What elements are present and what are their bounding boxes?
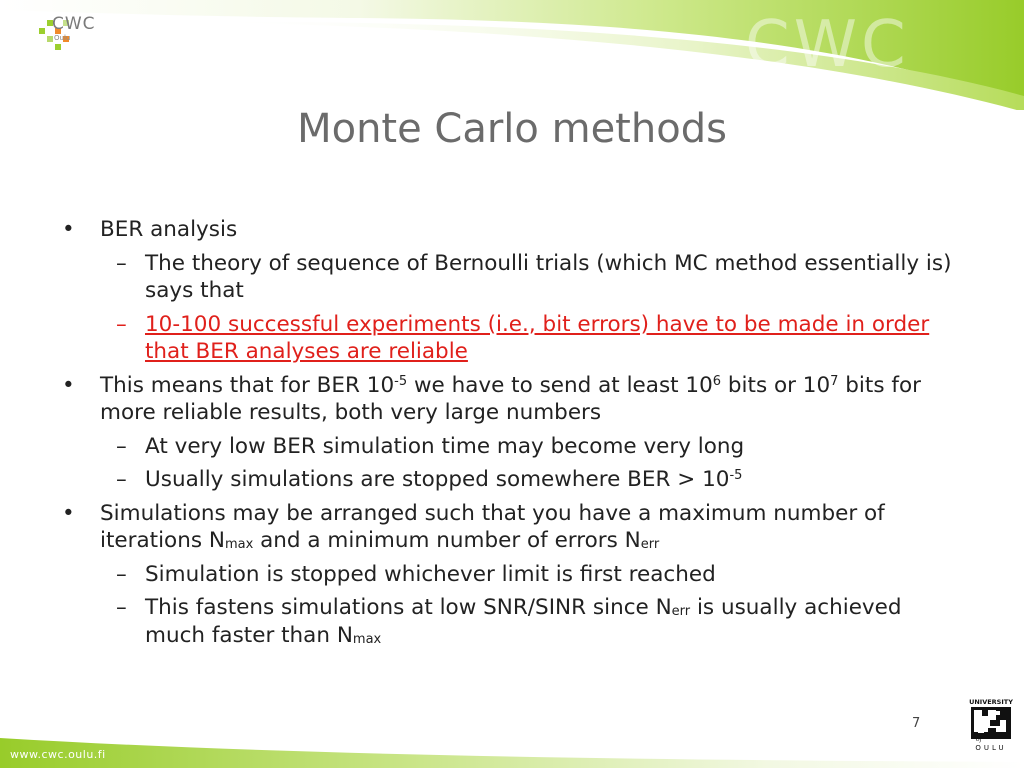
sub-bullet-item bbox=[62, 250, 962, 305]
dash-icon: – bbox=[116, 561, 127, 587]
bullet-text: BER analysis bbox=[100, 217, 238, 242]
sub-bullet-item bbox=[62, 433, 962, 461]
footer-swoosh bbox=[0, 738, 1024, 768]
bullet-text bbox=[100, 373, 921, 426]
bullet-text bbox=[100, 501, 885, 554]
sub-bullet-item bbox=[62, 561, 962, 589]
svg-text:OULU: OULU bbox=[975, 744, 1007, 752]
sub-bullet-text: The theory of sequence of Bernoulli trials (which MC method essentially is) says that bbox=[145, 250, 952, 303]
text-run: and a minimum number of errors N bbox=[253, 528, 641, 553]
text-run: bits for more reliable results, both very large numbers bbox=[100, 372, 921, 425]
university-of-oulu-logo-icon bbox=[968, 697, 1014, 753]
slide-title: Monte Carlo methods bbox=[297, 106, 727, 152]
logo-text: CWC bbox=[52, 14, 96, 34]
sub-bullet-text bbox=[145, 467, 742, 492]
slide-content bbox=[62, 210, 962, 649]
bullet-dot-icon: • bbox=[62, 372, 75, 398]
subscript: err bbox=[671, 604, 691, 619]
highlighted-link-text[interactable]: 10-100 successful experiments (i.e., bit errors) have to be made in order that BER analyses are reliable bbox=[145, 311, 930, 364]
sub-bullet-text: Simulation is stopped whichever limit is first reached bbox=[145, 561, 716, 587]
subscript: max bbox=[224, 537, 254, 552]
dash-icon: – bbox=[116, 250, 127, 276]
text-run: bits or 10 bbox=[721, 372, 831, 398]
sub-bullet-item bbox=[62, 594, 962, 649]
text-run: Simulations may be arranged such that you have a maximum number of iterations N bbox=[100, 500, 885, 553]
svg-text:of: of bbox=[976, 736, 982, 743]
dash-icon: – bbox=[116, 595, 127, 620]
page-number: 7 bbox=[912, 716, 921, 731]
bullet-dot-icon: • bbox=[62, 500, 75, 526]
superscript: 7 bbox=[830, 373, 839, 389]
dash-icon: – bbox=[116, 433, 127, 459]
footer-url[interactable]: www.cwc.oulu.fi bbox=[10, 748, 106, 761]
sub-bullet-text: At very low BER simulation time may become very long bbox=[145, 433, 745, 459]
sub-bullet-item-highlight bbox=[62, 311, 962, 366]
logo-subtext: Oulu bbox=[54, 34, 71, 42]
text-run: This fastens simulations at low SNR/SINR since N bbox=[145, 595, 672, 620]
bullet-item bbox=[62, 216, 962, 244]
text-run: Usually simulations are stopped somewhere BER > 10 bbox=[145, 467, 730, 492]
bullet-item bbox=[62, 500, 962, 555]
sub-bullet-item bbox=[62, 466, 962, 494]
subscript: err bbox=[640, 537, 660, 552]
text-run: is usually achieved much faster than N bbox=[145, 595, 902, 648]
dash-icon: – bbox=[116, 467, 127, 492]
text-run: This means that for BER 10 bbox=[100, 372, 395, 398]
dash-icon: – bbox=[116, 311, 127, 337]
svg-text:UNIVERSITY: UNIVERSITY bbox=[969, 698, 1013, 706]
superscript: 6 bbox=[712, 373, 722, 389]
superscript: -5 bbox=[729, 468, 743, 483]
superscript: -5 bbox=[394, 373, 408, 389]
sub-bullet-text bbox=[145, 595, 902, 648]
subscript: max bbox=[352, 631, 382, 647]
text-run: we have to send at least 10 bbox=[407, 372, 713, 398]
bullet-item bbox=[62, 372, 962, 427]
bullet-dot-icon: • bbox=[62, 217, 75, 242]
watermark-text: CWC bbox=[745, 8, 910, 82]
